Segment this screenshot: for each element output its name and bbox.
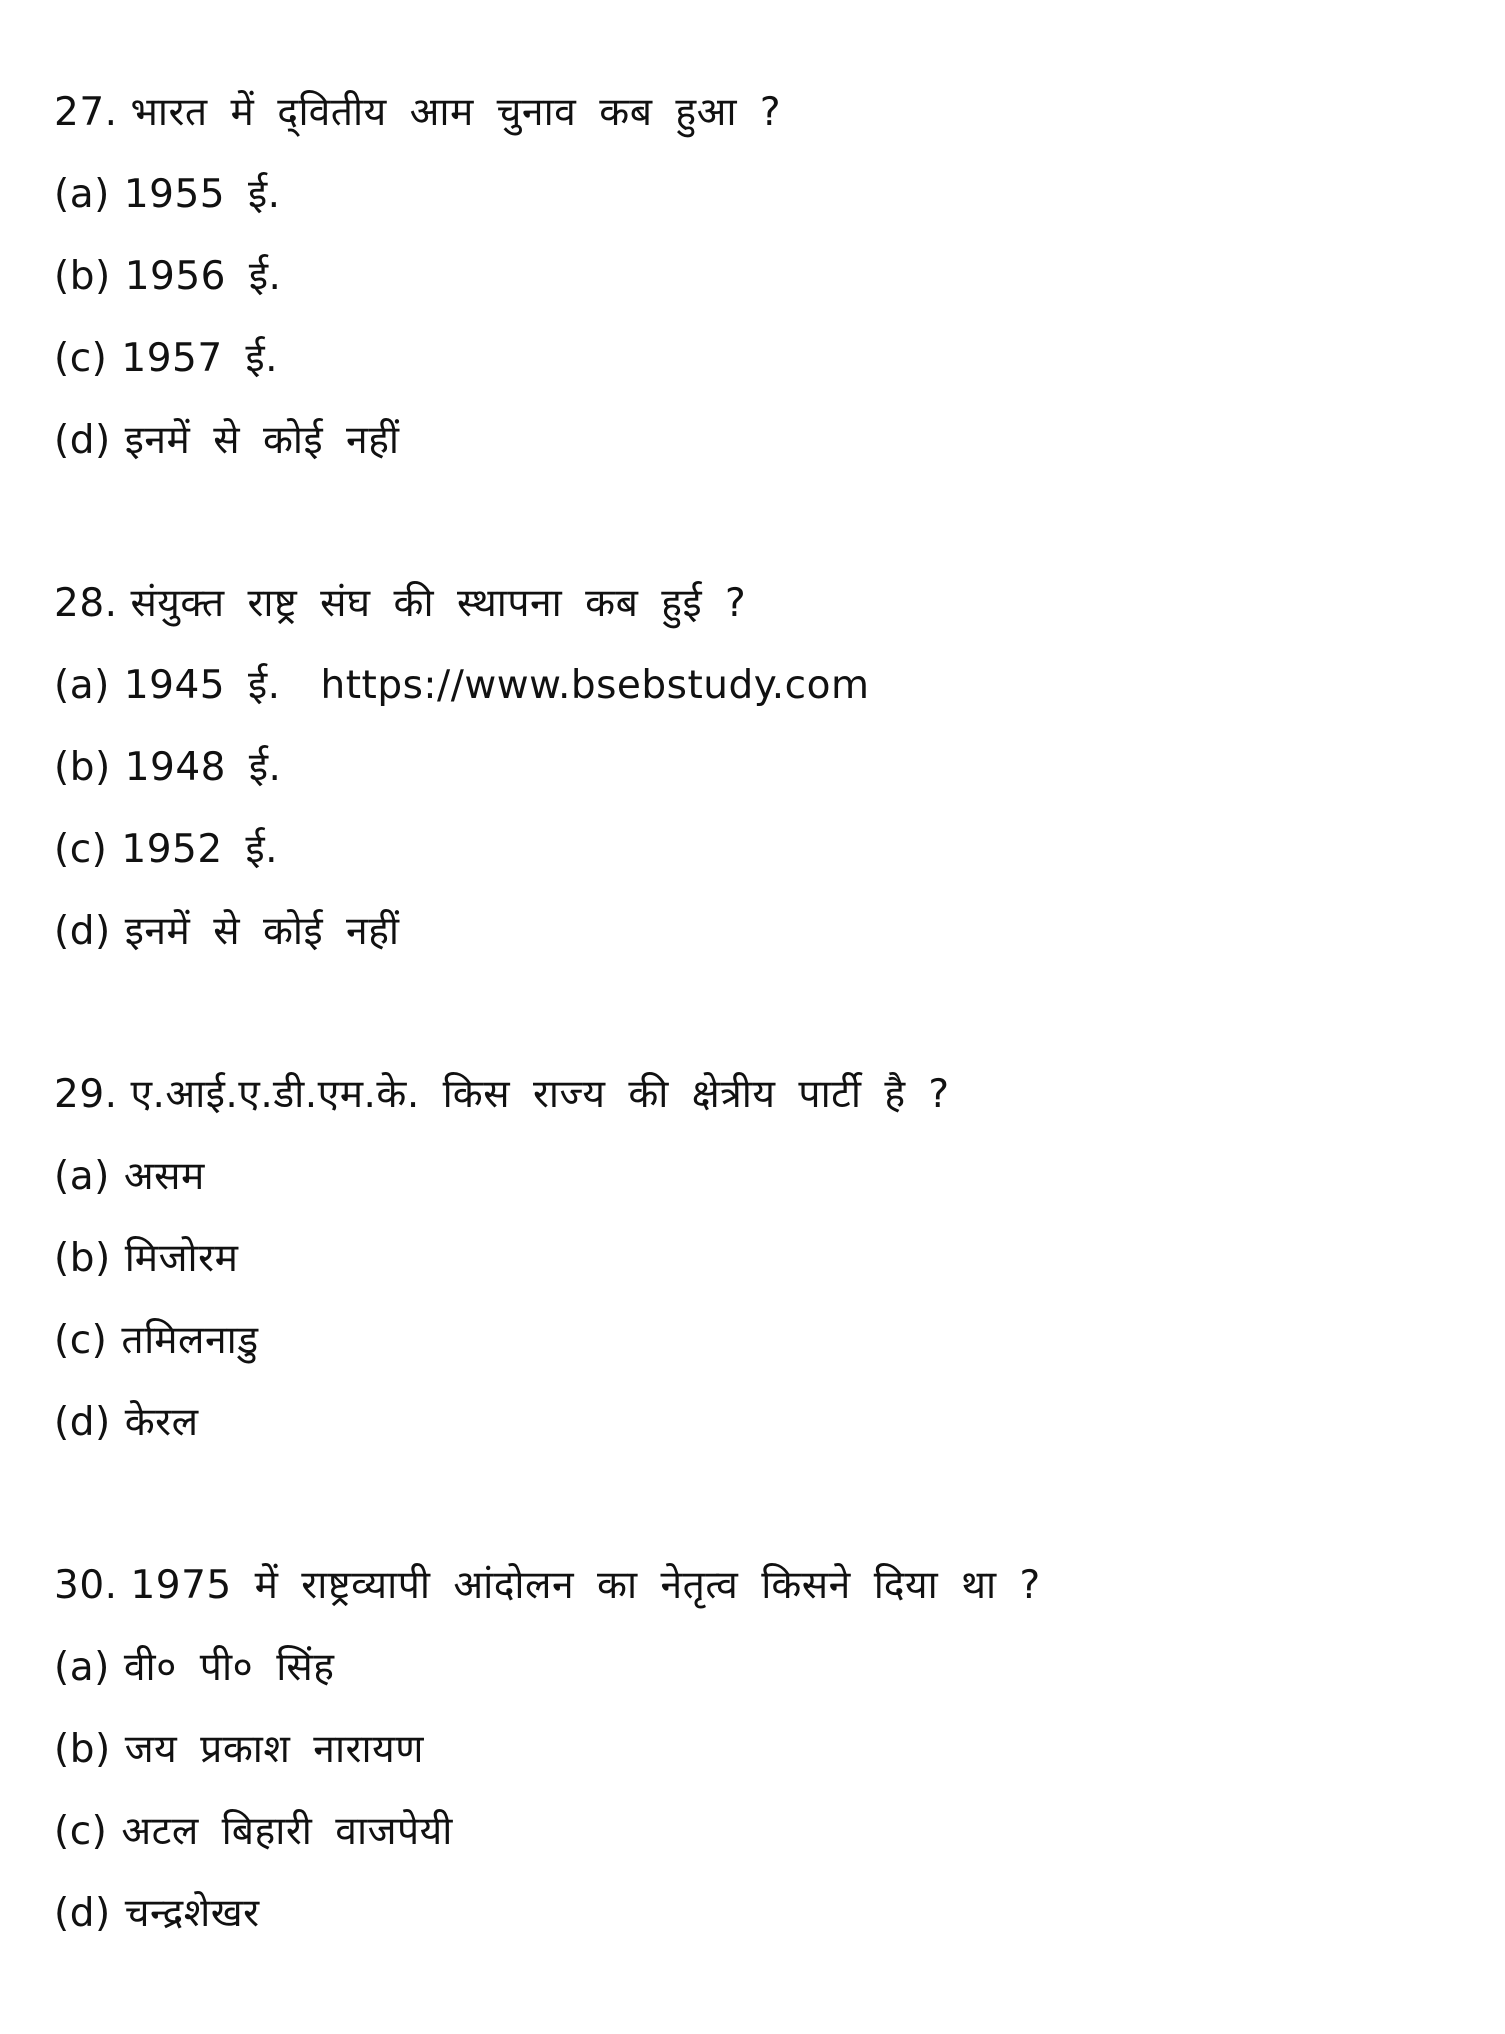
option-letter: (c) [54, 1809, 108, 1854]
question-number: 28. [54, 581, 118, 626]
option-text: इनमें से कोई नहीं [124, 418, 400, 463]
option-text: अटल बिहारी वाजपेयी [121, 1809, 453, 1854]
option-c [54, 318, 1454, 400]
question-number: 27. [54, 90, 118, 135]
question-28 [54, 563, 1454, 973]
question-30 [54, 1545, 1454, 1955]
option-a [54, 1627, 1454, 1709]
option-letter: (b) [54, 254, 111, 299]
question-number: 29. [54, 1072, 118, 1117]
option-letter: (c) [54, 1318, 108, 1363]
option-d [54, 400, 1454, 482]
option-c [54, 1791, 1454, 1873]
option-text: जय प्रकाश नारायण [124, 1727, 424, 1772]
option-d [54, 1873, 1454, 1955]
question-line [54, 1545, 1454, 1627]
option-letter: (b) [54, 745, 111, 790]
option-a [54, 645, 1454, 727]
option-letter: (d) [54, 418, 111, 463]
option-letter: (a) [54, 1645, 110, 1690]
option-d [54, 1382, 1454, 1464]
option-text: 1956 ई. [124, 254, 282, 299]
option-text: मिजोरम [124, 1236, 239, 1281]
question-27 [54, 72, 1454, 482]
question-text: 1975 में राष्ट्रव्यापी आंदोलन का नेतृत्व किसने दिया था ? [130, 1563, 1041, 1608]
option-text: केरल [124, 1400, 199, 1445]
option-letter: (b) [54, 1236, 111, 1281]
option-text: असम [123, 1154, 205, 1199]
question-29 [54, 1054, 1454, 1464]
option-text: 1952 ई. [121, 827, 279, 872]
option-letter: (a) [54, 663, 110, 708]
option-b [54, 236, 1454, 318]
option-text: वी० पी० सिंह [123, 1645, 335, 1690]
question-line [54, 1054, 1454, 1136]
option-letter: (d) [54, 909, 111, 954]
option-letter: (b) [54, 1727, 111, 1772]
question-text: संयुक्त राष्ट्र संघ की स्थापना कब हुई ? [130, 581, 747, 626]
option-b [54, 1218, 1454, 1300]
question-number: 30. [54, 1563, 118, 1608]
option-b [54, 1709, 1454, 1791]
option-letter: (a) [54, 172, 110, 217]
option-b [54, 727, 1454, 809]
option-text: 1955 ई. [123, 172, 281, 217]
option-letter: (d) [54, 1891, 111, 1936]
option-d [54, 891, 1454, 973]
option-text: 1957 ई. [121, 336, 279, 381]
question-text: ए.आई.ए.डी.एम.के. किस राज्य की क्षेत्रीय पार्टी है ? [130, 1072, 950, 1117]
option-c [54, 1300, 1454, 1382]
watermark-url: https://www.bsebstudy.com [320, 663, 870, 708]
option-text: इनमें से कोई नहीं [124, 909, 400, 954]
question-text: भारत में द्‌वितीय आम चुनाव कब हुआ ? [130, 90, 782, 135]
option-text: 1948 ई. [124, 745, 282, 790]
option-text: चन्द्रशेखर [124, 1891, 260, 1936]
option-c [54, 809, 1454, 891]
option-letter: (c) [54, 336, 108, 381]
option-letter: (a) [54, 1154, 110, 1199]
option-a [54, 1136, 1454, 1218]
option-a [54, 154, 1454, 236]
option-letter: (d) [54, 1400, 111, 1445]
question-line [54, 563, 1454, 645]
option-text: तमिलनाडु [121, 1318, 259, 1363]
question-line [54, 72, 1454, 154]
option-text: 1945 ई. [123, 663, 281, 708]
option-letter: (c) [54, 827, 108, 872]
